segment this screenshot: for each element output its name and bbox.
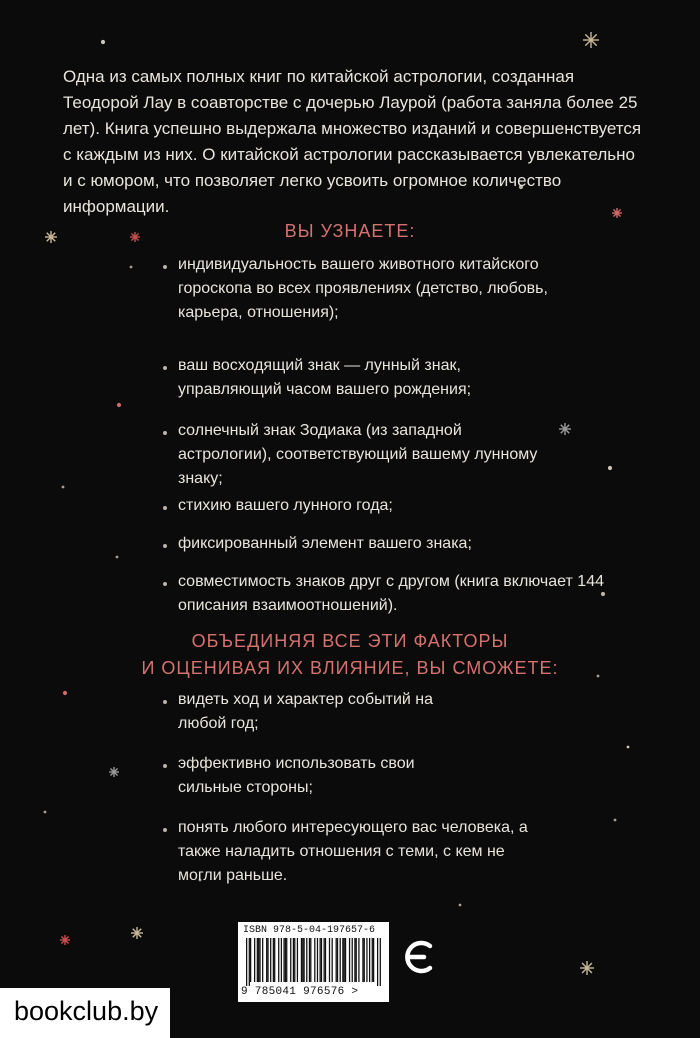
star-icon: [583, 32, 599, 48]
eksmo-logo-icon: [402, 937, 436, 977]
bullet-icon: [163, 828, 167, 832]
list-item: индивидуальность вашего животного китайского гороскопа во всех проявлениях (детство, любовь, карьера, отношения);: [178, 256, 548, 321]
bullet-icon: [163, 265, 167, 269]
star-icon: [109, 767, 119, 777]
star-icon: [608, 466, 612, 470]
bullet-icon: [163, 431, 167, 435]
star-icon: [130, 266, 133, 269]
list-item: стихию вашего лунного года;: [178, 497, 393, 514]
bullet-icon: [163, 366, 167, 370]
star-icon: [63, 691, 67, 695]
star-icon: [101, 40, 105, 44]
star-icon: [459, 904, 462, 907]
watermark-label: bookclub.by: [0, 988, 170, 1038]
bullet-icon: [163, 764, 167, 768]
list-item: фиксированный элемент вашего знака;: [178, 535, 472, 552]
star-icon: [627, 746, 630, 749]
bullet-icon: [163, 506, 167, 510]
star-icon: [62, 486, 65, 489]
section2-heading-line1: ОБЪЕДИНЯЯ ВСЕ ЭТИ ФАКТОРЫ: [191, 631, 509, 651]
section2-heading-line2: И ОЦЕНИВАЯ ИХ ВЛИЯНИЕ, ВЫ СМОЖЕТЕ:: [141, 658, 559, 678]
barcode-icon: [246, 938, 381, 986]
list-item: понять любого интересующего вас человека, а также наладить отношения с теми, с кем не могли раньше.: [178, 819, 528, 884]
list-item: совместимость знаков друг с другом (книга включает 144 описания взаимоотношений).: [178, 573, 604, 614]
barcode-digits: 9 785041 976576 >: [241, 986, 359, 998]
star-icon: [614, 819, 617, 822]
bullet-icon: [163, 582, 167, 586]
list-item: солнечный знак Зодиака (из западной астрологии), соответствующий вашему лунному знаку;: [178, 422, 538, 487]
star-icon: [559, 423, 571, 435]
isbn-label: ISBN 978-5-04-197657-6: [243, 925, 376, 936]
star-icon: [116, 556, 119, 559]
star-icon: [580, 961, 594, 975]
bullet-icon: [163, 544, 167, 548]
list-item: видеть ход и характер событий на любой год;: [178, 691, 433, 732]
bullet-icon: [163, 700, 167, 704]
list-item: эффективно использовать свои сильные стороны;: [178, 755, 415, 796]
star-icon: [60, 935, 70, 945]
intro-paragraph: Одна из самых полных книг по китайской астрологии, созданная Теодорой Лау в соавторстве с дочерью Лаурой (работа заняла более 25 лет). Книга успешно выдержала множество изданий и совершенствуется с каждым из них. О китайской астрологии рассказывается увлекательно и с юмором, что позволяет легко усвоить огромное количество информации.: [63, 67, 642, 216]
star-icon: [117, 403, 121, 407]
barcode-panel: [238, 922, 389, 1002]
list-item: ваш восходящий знак — лунный знак, управляющий часом вашего рождения;: [178, 357, 472, 398]
star-icon: [44, 811, 47, 814]
section1-heading: ВЫ УЗНАЕТЕ:: [284, 221, 416, 241]
star-icon: [131, 927, 143, 939]
